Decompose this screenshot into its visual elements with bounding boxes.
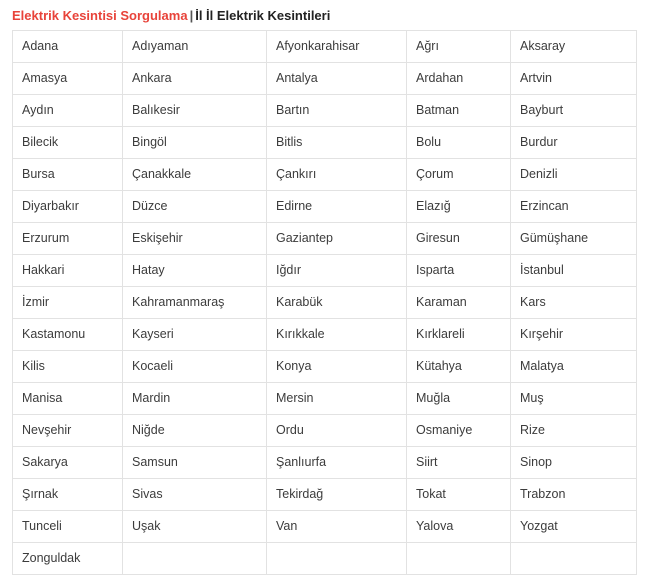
city-link[interactable]: Eskişehir (123, 223, 267, 255)
city-link[interactable]: Çorum (407, 159, 511, 191)
city-link[interactable]: İzmir (13, 287, 123, 319)
table-row (13, 383, 637, 415)
city-link[interactable]: Manisa (13, 383, 123, 415)
city-link[interactable]: Kırşehir (511, 319, 637, 351)
table-cell-empty (123, 543, 267, 575)
city-link[interactable]: Kars (511, 287, 637, 319)
city-link[interactable]: Bilecik (13, 127, 123, 159)
city-link[interactable]: Ankara (123, 63, 267, 95)
city-link[interactable]: Edirne (267, 191, 407, 223)
city-link[interactable]: Erzurum (13, 223, 123, 255)
city-link[interactable]: Bitlis (267, 127, 407, 159)
city-link[interactable]: Erzincan (511, 191, 637, 223)
table-row (13, 415, 637, 447)
page-title (0, 0, 647, 30)
city-link[interactable]: Tunceli (13, 511, 123, 543)
page-title-primary: Elektrik Kesintisi Sorgulama (12, 8, 188, 23)
city-link[interactable]: Şanlıurfa (267, 447, 407, 479)
city-link[interactable]: Antalya (267, 63, 407, 95)
city-link[interactable]: Diyarbakır (13, 191, 123, 223)
city-link[interactable]: Ardahan (407, 63, 511, 95)
page-title-secondary: İl İl Elektrik Kesintileri (195, 8, 331, 23)
city-link[interactable]: Batman (407, 95, 511, 127)
city-link[interactable]: Yozgat (511, 511, 637, 543)
table-row (13, 543, 637, 575)
city-link[interactable]: Karaman (407, 287, 511, 319)
city-link[interactable]: Kastamonu (13, 319, 123, 351)
city-link[interactable]: Kayseri (123, 319, 267, 351)
city-link[interactable]: Düzce (123, 191, 267, 223)
city-link[interactable]: Malatya (511, 351, 637, 383)
table-row (13, 319, 637, 351)
table-row (13, 287, 637, 319)
city-link[interactable]: Karabük (267, 287, 407, 319)
city-link[interactable]: Adana (13, 31, 123, 63)
city-link[interactable]: Balıkesir (123, 95, 267, 127)
city-link[interactable]: Nevşehir (13, 415, 123, 447)
city-link[interactable]: Mersin (267, 383, 407, 415)
city-link[interactable]: Bayburt (511, 95, 637, 127)
table-row (13, 191, 637, 223)
city-link[interactable]: Bingöl (123, 127, 267, 159)
table-row (13, 223, 637, 255)
city-link[interactable]: Bolu (407, 127, 511, 159)
table-cell-empty (511, 543, 637, 575)
city-link[interactable]: Iğdır (267, 255, 407, 287)
city-link[interactable]: Gaziantep (267, 223, 407, 255)
city-link[interactable]: Amasya (13, 63, 123, 95)
city-link[interactable]: Rize (511, 415, 637, 447)
city-link[interactable]: Elazığ (407, 191, 511, 223)
city-link[interactable]: İstanbul (511, 255, 637, 287)
city-link[interactable]: Adıyaman (123, 31, 267, 63)
city-link[interactable]: Giresun (407, 223, 511, 255)
city-link[interactable]: Van (267, 511, 407, 543)
city-link[interactable]: Kocaeli (123, 351, 267, 383)
city-link[interactable]: Kırklareli (407, 319, 511, 351)
city-table-body (13, 31, 637, 575)
city-link[interactable]: Yalova (407, 511, 511, 543)
city-link[interactable]: Muş (511, 383, 637, 415)
city-link[interactable]: Zonguldak (13, 543, 123, 575)
city-link[interactable]: Aydın (13, 95, 123, 127)
city-link[interactable]: Denizli (511, 159, 637, 191)
city-link[interactable]: Ağrı (407, 31, 511, 63)
city-link[interactable]: Aksaray (511, 31, 637, 63)
table-row (13, 63, 637, 95)
city-link[interactable]: Çankırı (267, 159, 407, 191)
table-cell-empty (407, 543, 511, 575)
city-link[interactable]: Isparta (407, 255, 511, 287)
city-link[interactable]: Konya (267, 351, 407, 383)
city-table-container (0, 30, 647, 575)
city-link[interactable]: Muğla (407, 383, 511, 415)
table-row (13, 127, 637, 159)
city-link[interactable]: Hatay (123, 255, 267, 287)
city-link[interactable]: Gümüşhane (511, 223, 637, 255)
table-row (13, 511, 637, 543)
table-row (13, 95, 637, 127)
city-link[interactable]: Osmaniye (407, 415, 511, 447)
city-link[interactable]: Sakarya (13, 447, 123, 479)
city-link[interactable]: Sinop (511, 447, 637, 479)
city-link[interactable]: Uşak (123, 511, 267, 543)
city-link[interactable]: Bartın (267, 95, 407, 127)
city-link[interactable]: Mardin (123, 383, 267, 415)
page-title-separator: | (189, 8, 194, 23)
city-link[interactable]: Kırıkkale (267, 319, 407, 351)
city-link[interactable]: Sivas (123, 479, 267, 511)
city-table (12, 30, 637, 575)
city-link[interactable]: Tekirdağ (267, 479, 407, 511)
city-link[interactable]: Burdur (511, 127, 637, 159)
city-link[interactable]: Bursa (13, 159, 123, 191)
table-row (13, 479, 637, 511)
city-link[interactable]: Tokat (407, 479, 511, 511)
city-link[interactable]: Trabzon (511, 479, 637, 511)
city-link[interactable]: Kilis (13, 351, 123, 383)
table-row (13, 447, 637, 479)
city-link[interactable]: Afyonkarahisar (267, 31, 407, 63)
table-row (13, 159, 637, 191)
table-row (13, 351, 637, 383)
city-link[interactable]: Hakkari (13, 255, 123, 287)
city-link[interactable]: Samsun (123, 447, 267, 479)
city-link[interactable]: Kütahya (407, 351, 511, 383)
table-row (13, 255, 637, 287)
city-link[interactable]: Artvin (511, 63, 637, 95)
city-link[interactable]: Çanakkale (123, 159, 267, 191)
city-link[interactable]: Niğde (123, 415, 267, 447)
city-link[interactable]: Siirt (407, 447, 511, 479)
city-link[interactable]: Ordu (267, 415, 407, 447)
table-row (13, 31, 637, 63)
city-link[interactable]: Şırnak (13, 479, 123, 511)
city-link[interactable]: Kahramanmaraş (123, 287, 267, 319)
table-cell-empty (267, 543, 407, 575)
